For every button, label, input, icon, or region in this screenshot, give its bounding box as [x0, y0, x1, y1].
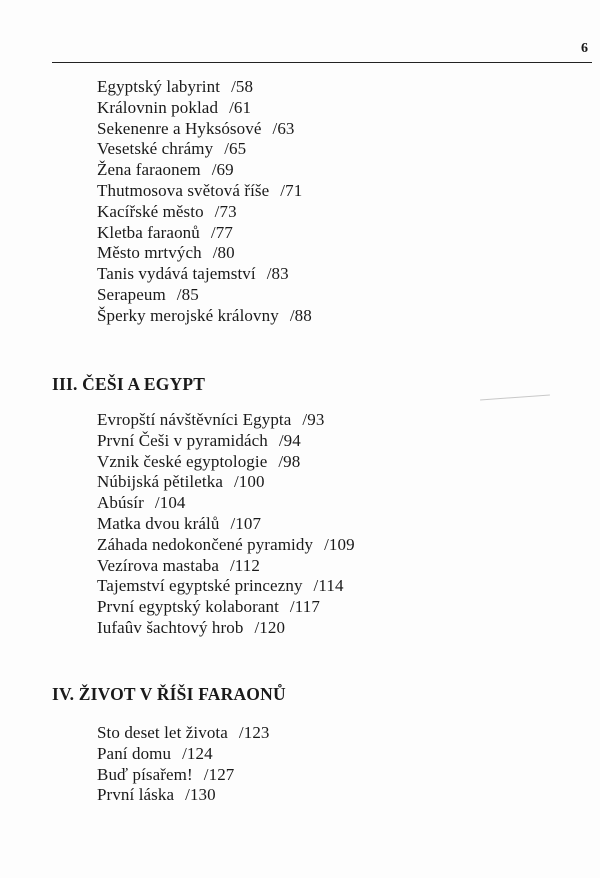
toc-entry-page: /58 [231, 77, 254, 96]
toc-entry [97, 410, 355, 431]
toc-entry [97, 493, 355, 514]
toc-entry-title: Núbijská pětiletka [97, 472, 223, 492]
toc-entry-title: Buď písařem! [97, 764, 193, 784]
toc-entry-page: /130 [185, 785, 216, 805]
toc-entry [97, 514, 355, 535]
toc-entry-page: /98 [278, 451, 301, 471]
toc-entry-page: /120 [254, 617, 286, 637]
toc-entry-page: /124 [182, 743, 213, 763]
toc-entry-title: Tajemství egyptské princezny [97, 576, 303, 596]
toc-entry-page: /73 [214, 201, 237, 221]
toc-entry-title: Žena faraonem [97, 160, 201, 180]
toc-entry-title: Iufaûv šachtový hrob [97, 617, 244, 637]
toc-entry-title: Abúsír [97, 493, 144, 513]
toc-entry-title: První láska [97, 785, 175, 805]
page-number: 6 [581, 41, 588, 56]
toc-entry [97, 98, 312, 119]
toc-entry-page: /63 [272, 118, 295, 138]
toc-entry [97, 576, 355, 597]
toc-entry-page: /109 [324, 534, 355, 554]
section-heading-zivot-v-risi-faraonu: IV. ŽIVOT V ŘÍŠI FARAONŮ [52, 684, 286, 704]
toc-entry-title: Vznik české egyptologie [97, 451, 268, 471]
toc-entry [97, 306, 312, 327]
toc-entry [97, 744, 270, 765]
toc-entry-page: /104 [154, 493, 186, 513]
toc-entry-page: /83 [266, 264, 289, 284]
toc-entry [97, 618, 355, 639]
toc-entry-title: Kletba faraonů [97, 222, 200, 242]
toc-entry [97, 77, 312, 98]
toc-entry-page: /80 [212, 243, 235, 263]
toc-entry [97, 597, 355, 618]
toc-list-continued [97, 77, 312, 327]
toc-entry [97, 535, 355, 556]
toc-entry-page: /112 [229, 555, 260, 575]
toc-entry [97, 723, 270, 744]
toc-entry-page: /107 [230, 513, 262, 533]
toc-entry [97, 285, 312, 306]
toc-entry-page: /93 [302, 410, 325, 429]
scan-mark [480, 395, 550, 401]
toc-entry [97, 472, 355, 493]
toc-entry [97, 202, 312, 223]
toc-entry-title: Thutmosova světová říše [97, 180, 270, 200]
toc-entry-title: Kacířské město [97, 201, 204, 221]
toc-entry [97, 223, 312, 244]
toc-entry-page: /65 [224, 139, 247, 159]
toc-entry [97, 119, 312, 140]
toc-entry [97, 765, 270, 786]
toc-list-cesi-a-egypt [97, 410, 355, 639]
toc-entry-title: Paní domu [97, 743, 172, 763]
toc-entry-title: Královnin poklad [97, 97, 219, 117]
toc-entry [97, 556, 355, 577]
toc-entry-title: Vezírova mastaba [97, 555, 219, 575]
toc-entry-page: /88 [289, 305, 312, 325]
toc-entry [97, 431, 355, 452]
toc-entry-title: První Češi v pyramidách [97, 430, 268, 450]
toc-entry-page: /85 [176, 284, 199, 304]
toc-list-zivot-v-risi-faraonu [97, 723, 270, 806]
toc-entry-page: /69 [211, 160, 234, 180]
toc-entry [97, 139, 312, 160]
toc-entry [97, 264, 312, 285]
toc-entry-title: Záhada nedokončené pyramidy [97, 534, 314, 554]
toc-entry-page: /114 [313, 576, 344, 596]
toc-entry-title: První egyptský kolaborant [97, 597, 279, 617]
toc-entry-title: Egyptský labyrint [97, 77, 221, 96]
toc-entry-page: /127 [203, 764, 235, 784]
toc-entry [97, 452, 355, 473]
toc-entry [97, 785, 270, 806]
toc-entry-title: Vesetské chrámy [97, 139, 214, 159]
toc-entry [97, 160, 312, 181]
toc-entry-title: Tanis vydává tajemství [97, 264, 256, 284]
toc-entry-page: /77 [210, 222, 233, 242]
toc-entry-page: /123 [238, 723, 270, 742]
toc-entry-page: /61 [229, 97, 252, 117]
toc-entry-title: Evropští návštěvníci Egypta [97, 410, 292, 429]
toc-entry-title: Sekenenre a Hyksósové [97, 118, 262, 138]
toc-entry-page: /94 [278, 430, 301, 450]
header-rule [52, 62, 592, 63]
toc-entry-title: Serapeum [97, 284, 166, 304]
toc-entry-title: Matka dvou králů [97, 513, 220, 533]
toc-entry [97, 181, 312, 202]
toc-entry [97, 243, 312, 264]
toc-entry-page: /71 [280, 180, 303, 200]
toc-entry-title: Město mrtvých [97, 243, 202, 263]
toc-entry-title: Šperky merojské královny [97, 305, 279, 325]
section-heading-cesi-a-egypt: III. ČEŠI A EGYPT [52, 374, 206, 394]
toc-entry-page: /100 [233, 472, 265, 492]
toc-entry-title: Sto deset let života [97, 723, 228, 742]
toc-entry-page: /117 [289, 597, 320, 617]
